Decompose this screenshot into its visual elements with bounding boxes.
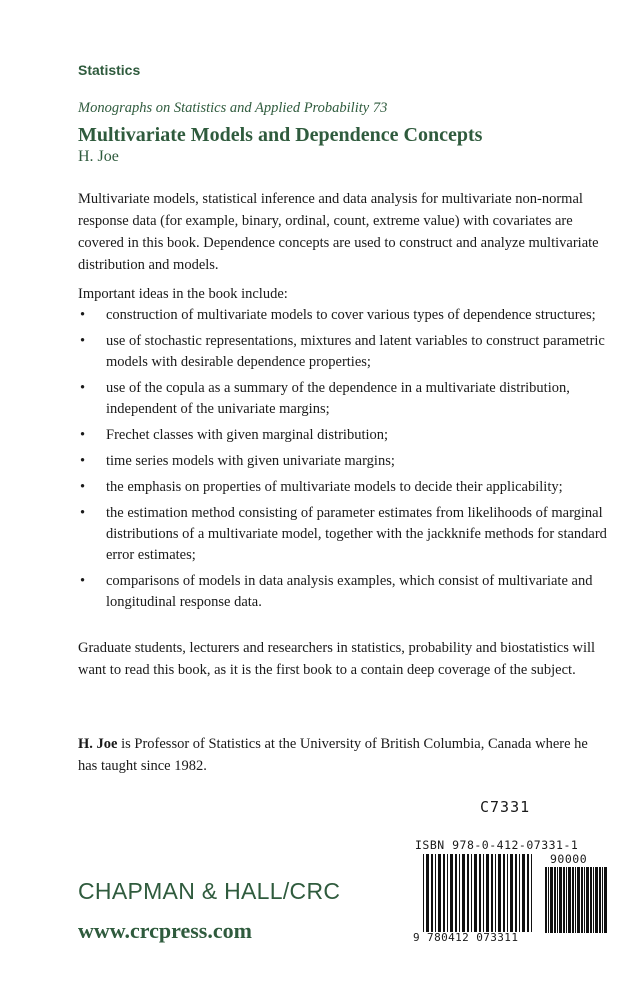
bullet-icon: • — [80, 573, 86, 589]
list-item — [78, 571, 608, 613]
idea-text: the estimation method consisting of parameter estimates from likelihoods of marginal distributions of a multivariate model, together with the jackknife methods for standard error estimates; — [106, 505, 607, 563]
bullet-icon: • — [80, 333, 86, 349]
publisher-logo: CHAPMAN & HALL/CRC — [78, 878, 341, 904]
idea-text: use of the copula as a summary of the dependence in a multivariate distribution, independent of the univariate margins; — [106, 380, 570, 417]
list-item — [78, 503, 608, 566]
barcode-bar — [584, 867, 585, 933]
list-item — [78, 331, 608, 373]
category-label: Statistics — [78, 62, 141, 78]
bullet-icon: • — [80, 479, 86, 495]
idea-text: use of stochastic representations, mixtures and latent variables to construct parametric models with desirable dependence properties; — [106, 333, 605, 370]
idea-text: construction of multivariate models to cover various types of dependence structures; — [106, 307, 596, 323]
barcode-bar — [426, 854, 429, 932]
barcode-bar — [486, 854, 489, 932]
barcode-bar — [522, 854, 525, 932]
barcode-bar — [563, 867, 565, 933]
barcode-bar — [479, 854, 481, 932]
barcode-bar — [602, 867, 603, 933]
barcode-bar — [545, 867, 547, 933]
list-item — [78, 305, 608, 326]
bullet-icon: • — [80, 453, 86, 469]
barcode-bar — [431, 854, 433, 932]
barcode-bar — [554, 867, 556, 933]
barcode-bar — [593, 867, 594, 933]
list-item — [78, 425, 608, 446]
isbn-label: ISBN 978-0-412-07331-1 — [415, 838, 579, 852]
list-item — [78, 378, 608, 420]
product-code: C7331 — [480, 798, 531, 816]
barcode-bar — [568, 867, 571, 933]
bio-text: is Professor of Statistics at the University of British Columbia, Canada where he has taught since 1982. — [78, 736, 588, 774]
barcode-bar — [459, 854, 460, 932]
barcode-bar — [572, 867, 574, 933]
barcode-bar — [527, 854, 529, 932]
price-code: 90000 — [550, 852, 588, 866]
barcode-bar — [586, 867, 589, 933]
barcode-bar — [443, 854, 445, 932]
barcode-bar — [548, 867, 549, 933]
ideas-list — [78, 305, 608, 618]
barcode-bar — [559, 867, 562, 933]
barcode-bar — [599, 867, 601, 933]
barcode-bar — [566, 867, 567, 933]
barcode-bar — [550, 867, 553, 933]
list-item — [78, 451, 608, 472]
book-description: Multivariate models, statistical inference and data analysis for multivariate non-normal response data (for example, binary, ordinal, count, extreme value) with covariates are covered in this book. Dependence concepts are used to construct and analyze multivariate distribution and models. — [78, 191, 599, 273]
series-name: Monographs on Statistics and Applied Probability 73 — [78, 100, 388, 116]
barcode-bar — [557, 867, 558, 933]
barcode-bar — [467, 854, 469, 932]
barcode-bar — [604, 867, 607, 933]
publisher-website: www.crcpress.com — [78, 918, 252, 943]
idea-text: the emphasis on properties of multivariate models to decide their applicability; — [106, 479, 563, 495]
barcode-bar — [507, 854, 508, 932]
barcode-bar — [474, 854, 477, 932]
barcode-bar — [491, 854, 493, 932]
barcode-bar — [531, 854, 532, 932]
barcode-bar — [483, 854, 484, 932]
barcode-addon — [545, 867, 607, 933]
barcode-bar — [590, 867, 592, 933]
book-title: Multivariate Models and Dependence Concepts — [78, 124, 483, 146]
barcode-digits: 9 780412 073311 — [413, 931, 519, 944]
barcode-bar — [577, 867, 580, 933]
barcode-bar — [519, 854, 520, 932]
bullet-icon: • — [80, 307, 86, 323]
bullet-icon: • — [80, 427, 86, 443]
book-author: H. Joe — [78, 148, 119, 165]
idea-text: Frechet classes with given marginal distribution; — [106, 427, 389, 443]
barcode-bar — [595, 867, 598, 933]
idea-text: comparisons of models in data analysis examples, which consist of multivariate and longitudinal response data. — [106, 573, 593, 610]
barcode-bar — [495, 854, 496, 932]
barcode-bar — [503, 854, 505, 932]
barcode-bar — [471, 854, 472, 932]
bullet-icon: • — [80, 505, 86, 521]
barcode-bar — [450, 854, 453, 932]
bullet-icon: • — [80, 380, 86, 396]
barcode-bar — [498, 854, 501, 932]
barcode-bar — [462, 854, 465, 932]
barcode-bar — [515, 854, 517, 932]
audience-statement: Graduate students, lecturers and researchers in statistics, probability and biostatistics will want to read this book, as it is the first book to a contain deep coverage of the subject. — [78, 640, 596, 678]
ideas-intro: Important ideas in the book include: — [78, 286, 288, 302]
barcode-main — [423, 854, 535, 932]
barcode-bar — [447, 854, 448, 932]
barcode-bar — [455, 854, 457, 932]
barcode-bar — [581, 867, 583, 933]
barcode-bar — [438, 854, 441, 932]
bio-name: H. Joe — [78, 736, 118, 752]
barcode-bar — [423, 854, 424, 932]
barcode-bar — [510, 854, 513, 932]
author-bio — [78, 733, 608, 777]
list-item — [78, 477, 608, 498]
idea-text: time series models with given univariate margins; — [106, 453, 395, 469]
barcode-bar — [575, 867, 576, 933]
barcode-bar — [435, 854, 436, 932]
